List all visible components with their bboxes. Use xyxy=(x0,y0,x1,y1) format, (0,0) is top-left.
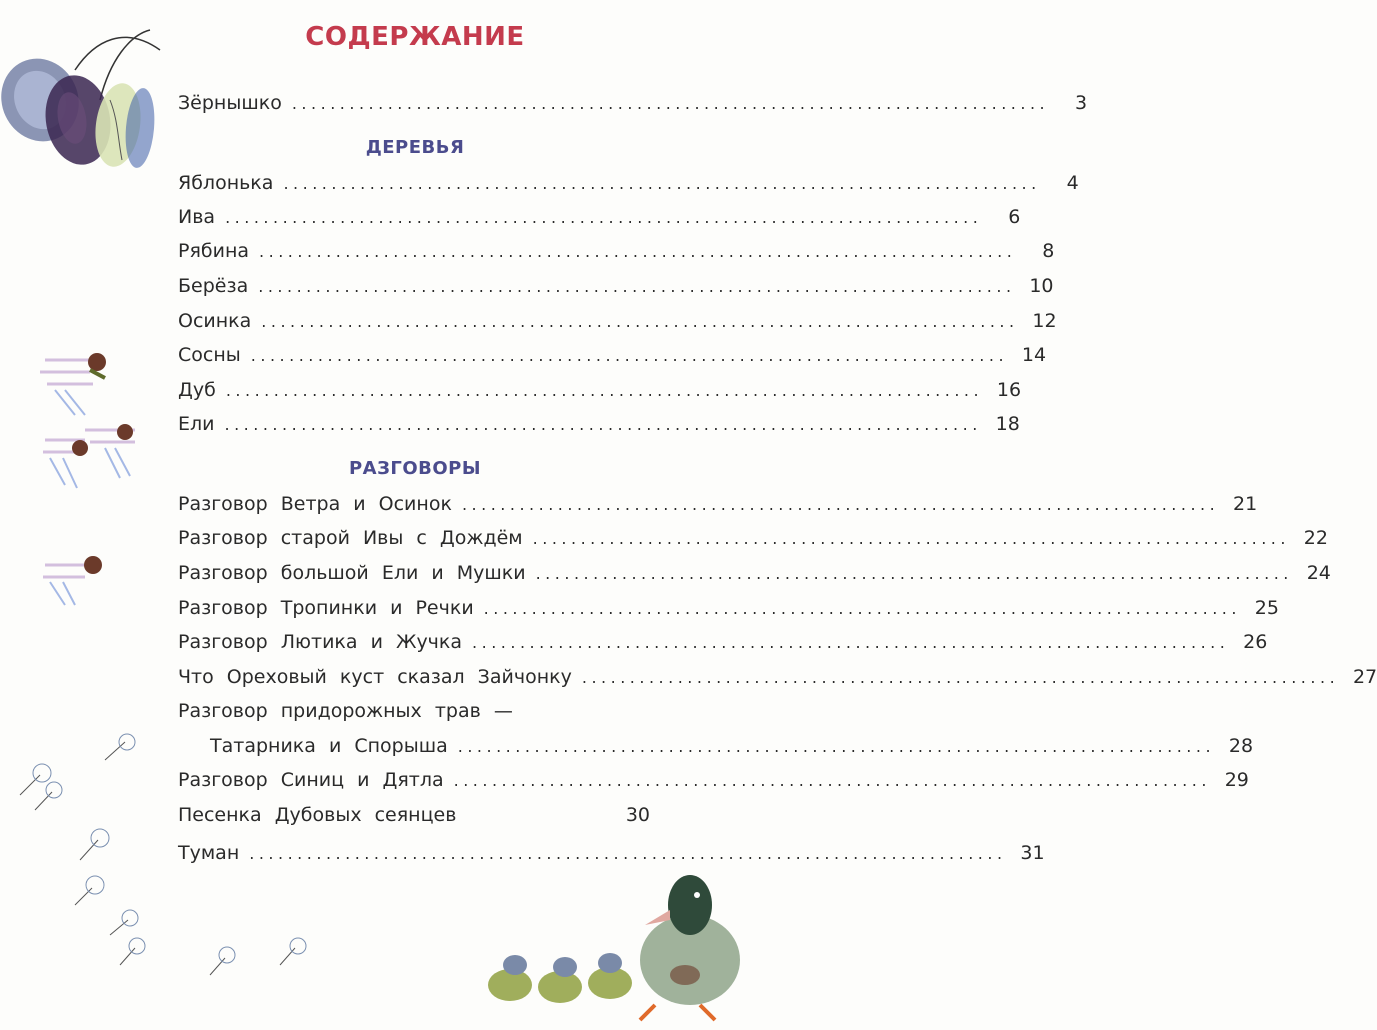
toc-entry[interactable] xyxy=(178,769,1249,797)
toc-leader-dots: ............................................................................... xyxy=(291,94,1050,113)
toc-entry[interactable] xyxy=(178,240,1055,268)
toc-entry[interactable] xyxy=(210,735,1254,763)
toc-page-number: 14 xyxy=(1021,344,1047,366)
toc-entry[interactable] xyxy=(178,666,1377,694)
toc-entry[interactable] xyxy=(178,172,1079,200)
toc-leader-dots: ............................................................................... xyxy=(453,771,1211,790)
toc-leader-dots: ............................................................................... xyxy=(581,668,1340,687)
toc-entry[interactable] xyxy=(178,310,1057,338)
toc-entry-label: Ели xyxy=(178,413,215,435)
toc-entry-label: Рябина xyxy=(178,240,250,262)
toc-entry-label: Разговор большой Ели и Мушки xyxy=(178,562,526,584)
toc-page-number: 6 xyxy=(1008,206,1021,228)
toc-entry-label: Дуб xyxy=(178,379,216,401)
toc-entry-label: Ива xyxy=(178,206,216,228)
toc-entry-label: Разговор Тропинки и Речки xyxy=(178,597,474,619)
leaves-illustration xyxy=(0,10,170,220)
toc-entry[interactable] xyxy=(178,562,1331,590)
toc-page-number: 8 xyxy=(1042,240,1055,262)
toc-entry[interactable] xyxy=(178,631,1268,659)
toc-entry-label: Разговор Ветра и Осинок xyxy=(178,493,452,515)
section-heading-conversations: РАЗГОВОРЫ xyxy=(348,458,482,479)
toc-entry-label: Яблонька xyxy=(178,172,274,194)
toc-page-number: 3 xyxy=(1075,92,1088,114)
toc-entry-label: Сосны xyxy=(178,344,241,366)
toc-page-number: 10 xyxy=(1029,275,1054,297)
toc-page-number: 25 xyxy=(1254,597,1279,619)
flying-bugs-illustration xyxy=(35,340,155,610)
toc-leader-dots: ............................................................................... xyxy=(249,844,1007,863)
toc-page-number: 29 xyxy=(1224,769,1249,791)
toc-entry[interactable] xyxy=(178,493,1258,521)
toc-page-number: 30 xyxy=(625,804,650,826)
toc-entry[interactable] xyxy=(178,379,1022,407)
toc-page-number: 26 xyxy=(1243,631,1268,653)
toc-entry-label: Татарника и Спорыша xyxy=(210,735,448,757)
toc-leader-dots: ............................................................................... xyxy=(472,633,1230,652)
toc-entry-label: Зёрнышко xyxy=(178,92,282,114)
toc-entry[interactable] xyxy=(178,206,1021,234)
toc-leader-dots: ............................................................................... xyxy=(258,277,1016,296)
toc-entry-label: Берёза xyxy=(178,275,249,297)
toc-page-number: 4 xyxy=(1066,172,1079,194)
toc-entry[interactable] xyxy=(178,344,1047,372)
toc-leader-dots: ............................................................................... xyxy=(224,415,982,434)
toc-leader-dots: ............................................................................... xyxy=(261,312,1019,331)
toc-leader-dots: ............................................................................... xyxy=(225,208,983,227)
toc-leader-dots: ............................................................................... xyxy=(225,381,984,400)
toc-entry-label: Туман xyxy=(178,842,240,864)
toc-entry-label: Разговор Лютика и Жучка xyxy=(178,631,463,653)
section-heading-trees: ДЕРЕВЬЯ xyxy=(365,137,465,158)
toc-entry-label: Осинка xyxy=(178,310,252,332)
toc-entry-intro[interactable] xyxy=(178,92,1088,120)
toc-leader-dots: ............................................................................... xyxy=(461,495,1220,514)
toc-entry[interactable] xyxy=(178,527,1328,555)
toc-entry[interactable] xyxy=(178,597,1279,625)
toc-leader-dots: ............................................................................... xyxy=(250,346,1009,365)
toc-page-number: 16 xyxy=(996,379,1022,401)
toc-page-number: 21 xyxy=(1233,493,1258,515)
toc-leader-dots: ............................................................................... xyxy=(457,737,1216,756)
toc-entry-label: Что Ореховый куст сказал Зайчонку xyxy=(178,666,572,688)
toc-page-number: 27 xyxy=(1352,666,1377,688)
toc-leader-dots: ............................................................................... xyxy=(283,174,1041,193)
toc-leader-dots: ............................................................................... xyxy=(483,599,1241,618)
toc-page-number: 28 xyxy=(1228,735,1254,757)
toc-page-number: 24 xyxy=(1306,562,1331,584)
toc-entry-label: Разговор Синиц и Дятла xyxy=(178,769,444,791)
toc-entry[interactable] xyxy=(178,413,1020,441)
toc-entry[interactable] xyxy=(178,842,1045,870)
toc-leader-dots: ............................................................................... xyxy=(535,564,1293,583)
toc-entry[interactable] xyxy=(178,804,650,832)
toc-entry[interactable] xyxy=(178,275,1054,303)
toc-entry-label: Разговор старой Ивы с Дождём xyxy=(178,527,523,549)
toc-leader-dots: ............................................................................... xyxy=(259,242,1017,261)
toc-entry-label: Разговор придорожных трав — xyxy=(178,700,513,722)
toc-page-number: 22 xyxy=(1303,527,1328,549)
toc-leader-dots: ............................................................................... xyxy=(532,529,1290,548)
toc-page-number: 18 xyxy=(995,413,1020,435)
toc-page-number: 12 xyxy=(1032,310,1057,332)
toc-entry-label: Песенка Дубовых сеянцев xyxy=(178,804,457,826)
toc-entry[interactable] xyxy=(178,700,650,728)
toc-page-number: 31 xyxy=(1020,842,1045,864)
duck-family-illustration xyxy=(475,865,745,1025)
page-title: СОДЕРЖАНИЕ xyxy=(305,22,525,52)
